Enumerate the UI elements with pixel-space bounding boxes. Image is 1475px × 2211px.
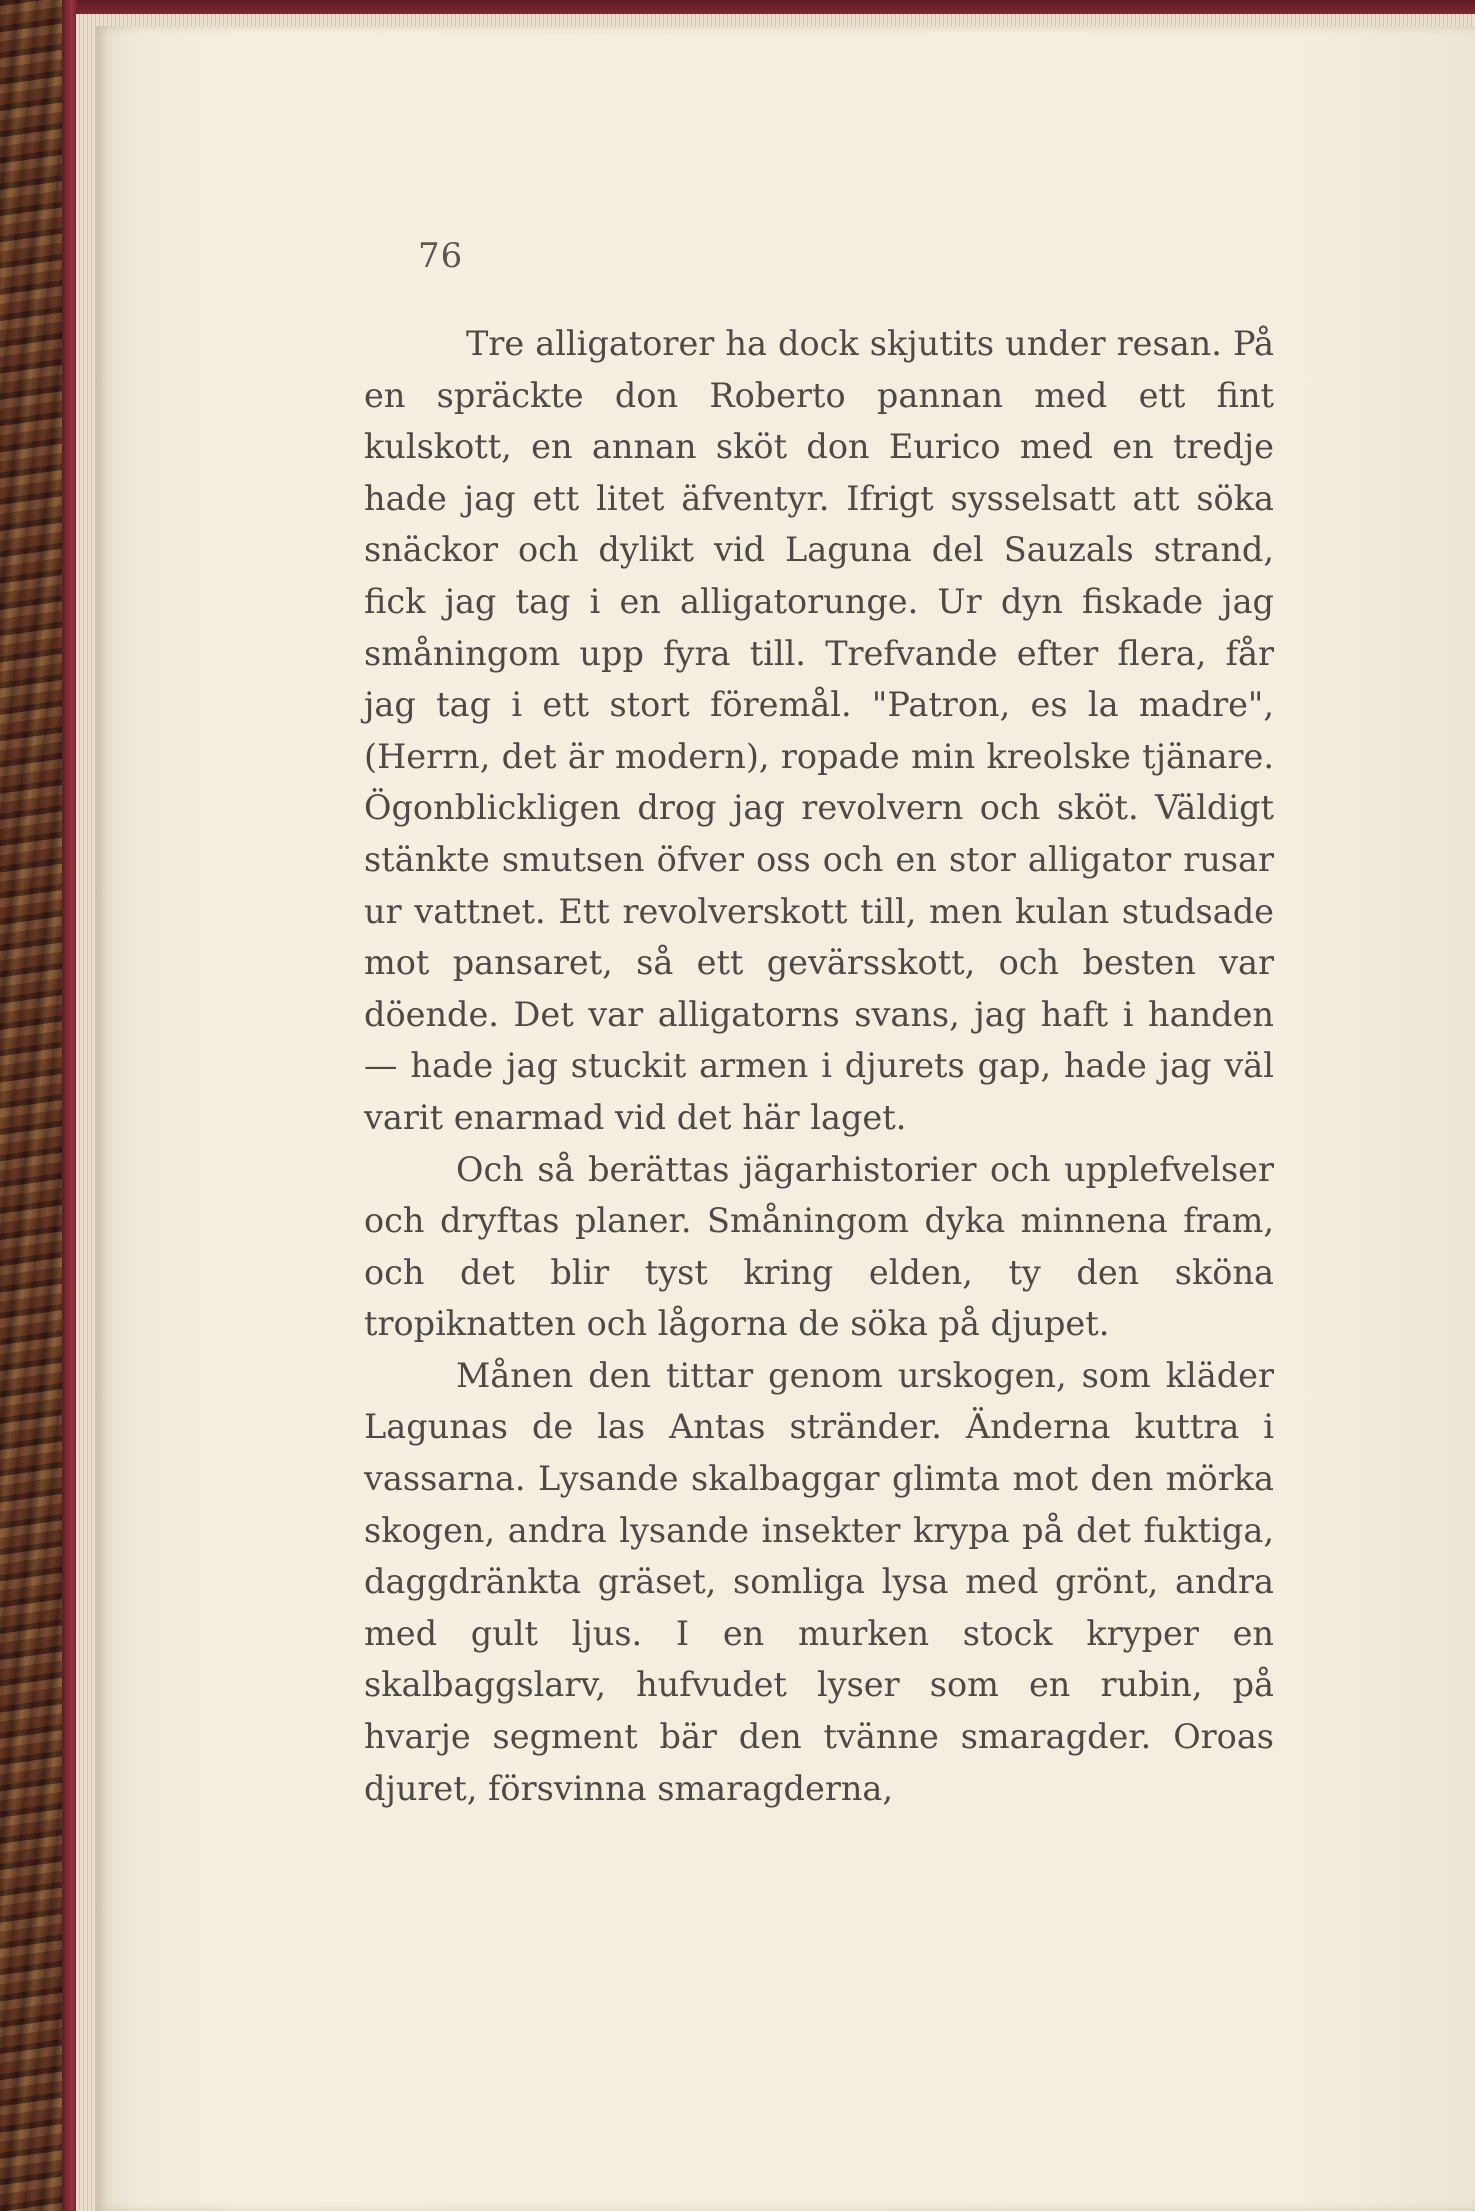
paragraph: Tre alligatorer ha dock skjutits under resan. På en spräckte don Roberto pannan med ett fint kulskott, en annan sköt don Eurico med en tredje hade jag ett litet äfventyr. Ifrigt sysselsatt att söka snäckor och dylikt vid Laguna del Sauzals strand, fick jag tag i en alligatorunge. Ur dyn fiskade jag småningom upp fyra till. Trefvande efter flera, får jag tag i ett stort föremål. "Patron, es la madre", (Herrn, det är modern), ropade min kreolske tjänare. Ögonblickligen drog jag revolvern och sköt. Väldigt stänkte smutsen öfver oss och en stor alligator rusar ur vattnet. Ett revolverskott till, men kulan studsade mot pansaret, så ett gevärsskott, och besten var döende. Det var alligatorns svans, jag haft i handen — hade jag stuckit armen i djurets gap, hade jag väl varit enarmad vid det här laget.: [364, 324, 1274, 1137]
page-number: 76: [418, 236, 464, 276]
marbled-cover: [0, 0, 70, 2211]
paragraph: Och så berättas jägarhistorier och upplefvelser och dryftas planer. Småningom dyka minnena fram, och det blir tyst kring elden, ty den sköna tropiknatten och lågorna de söka på djupet.: [364, 1149, 1274, 1344]
page-text: [364, 318, 1274, 1814]
paragraph: Månen den tittar genom urskogen, som kläder Lagunas de las Antas stränder. Änderna kuttra i vassarna. Lysande skalbaggar glimta mot den mörka skogen, andra lysande insekter krypa på det fuktiga, daggdränkta gräset, somliga lysa med grönt, andra med gult ljus. I en murken stock kryper en skalbaggslarv, hufvudet lyser som en rubin, på hvarje segment bär den tvänne smaragder. Oroas djuret, försvinna smaragderna,: [364, 1355, 1274, 1808]
